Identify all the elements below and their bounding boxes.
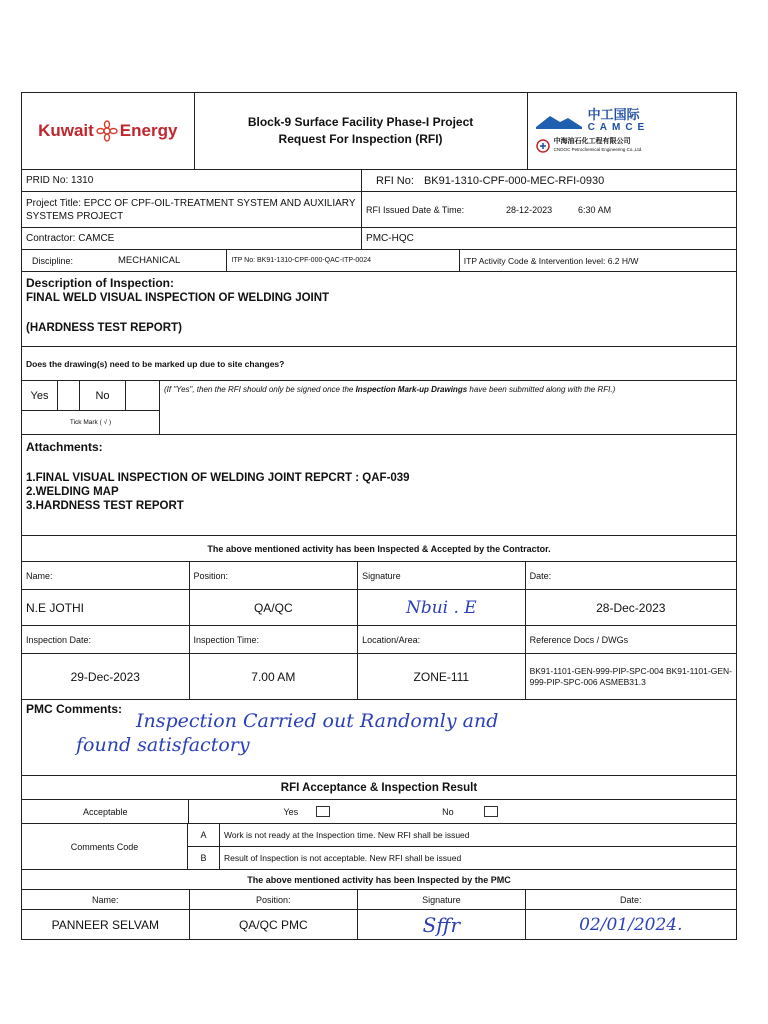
acceptable-label: Acceptable: [22, 800, 189, 823]
camce-cn-name: 中工国际: [587, 107, 640, 122]
markup-yes-box[interactable]: [58, 381, 80, 410]
reference-docs: BK91-1101-GEN-999-PIP-SPC-004 BK91-1101-GEN-999-PIP-SPC-006 ASMEB31.3: [529, 665, 732, 687]
markup-no-box[interactable]: [126, 381, 159, 410]
tick-mark-note: Tick Mark ( √ ): [69, 419, 112, 427]
rfi-issued-time: 6:30 AM: [578, 204, 612, 215]
accept-yes-label: Yes: [283, 806, 299, 817]
contractor-name: N.E JOTHI: [22, 590, 190, 625]
inspection-date: 29-Dec-2023: [22, 654, 190, 699]
pmc-banner: The above mentioned activity has been Inspected by the PMC: [247, 874, 511, 885]
rfi-form: [21, 92, 737, 940]
description-line-1: FINAL WELD VISUAL INSPECTION OF WELDING JOINT: [26, 292, 330, 304]
rfi-no: [362, 170, 736, 191]
markup-note: [160, 381, 736, 434]
description-line-2: (HARDNESS TEST REPORT): [26, 322, 182, 334]
markup-note-c: have been submitted along with the RFI.): [467, 385, 616, 394]
reference-docs-label: Reference Docs / DWGs: [529, 634, 629, 645]
attachments: [22, 435, 736, 535]
attachments-heading: Attachments:: [26, 440, 103, 454]
signature-label: Signature: [358, 562, 526, 589]
camce-logo: [528, 93, 736, 169]
cnooc-cn-name: 中海油石化工程有限公司: [553, 138, 631, 145]
rfi-no-value: BK91-1310-CPF-000-MEC-RFI-0930: [423, 174, 605, 187]
itp-activity: ITP Activity Code & Intervention level: 6.2 H/W: [463, 255, 639, 266]
code-b-letter[interactable]: B: [188, 847, 220, 869]
attachments-row: [21, 435, 737, 536]
camce-en-name: CAMCE: [587, 122, 650, 133]
location: ZONE-111: [358, 654, 526, 699]
description-row: [21, 272, 737, 347]
project-title: Project Title: EPCC OF CPF-OIL-TREATMENT SYSTEM AND AUXILIARY SYSTEMS PROJECT: [22, 192, 362, 227]
prid-row: [21, 170, 737, 192]
markup-answer-row: [21, 381, 737, 435]
camce-mountain-icon: [536, 113, 582, 129]
acceptance-heading-row: [21, 776, 737, 800]
acceptable-options: [189, 800, 736, 823]
inspection-labels-row: [21, 626, 737, 654]
cnooc-en-name: CNOOC Petrochemical Engineering Co.,Ltd.: [553, 147, 643, 152]
attachment-item: 3.HARDNESS TEST REPORT: [26, 500, 184, 512]
location-label: Location/Area:: [358, 626, 526, 653]
discipline-label: Discipline:: [32, 255, 74, 266]
pmc-comments: [22, 700, 736, 775]
pmc-signature: Sffr: [358, 910, 526, 939]
contractor-banner-row: [21, 536, 737, 562]
comments-code-row: [21, 824, 737, 870]
form-header: [21, 92, 737, 170]
description-heading: Description of Inspection:: [26, 276, 175, 290]
position-label: Position:: [190, 562, 359, 589]
discipline: [22, 250, 227, 271]
accept-no-label: No: [442, 806, 454, 817]
rfi-issued-label: RFI Issued Date & Time:: [366, 204, 465, 215]
contractor-banner: The above mentioned activity has been Inspected & Accepted by the Contractor.: [207, 543, 551, 554]
inspection-values-row: [21, 654, 737, 700]
prid-no: PRID No: 1310: [22, 170, 362, 191]
code-b-text: Result of Inspection is not acceptable. New RFI shall be issued: [224, 852, 462, 863]
rfi-issued-date: 28-12-2023: [506, 204, 553, 215]
contractor-position: QA/QC: [190, 590, 359, 625]
pmc-comments-row: [21, 700, 737, 776]
pmc-signature-label: Signature: [358, 890, 526, 909]
attachment-item: 1.FINAL VISUAL INSPECTION OF WELDING JOINT REPCRT : QAF-039: [26, 472, 410, 484]
project-title-line: Block-9 Surface Facility Phase-I Project: [247, 115, 474, 129]
kuwait-energy-logo: Kuwait Energy: [22, 93, 195, 169]
comments-code-options: [188, 824, 736, 869]
pmc-banner-row: [21, 870, 737, 890]
pmc-labels-row: [21, 890, 737, 910]
pmc-values-row: [21, 910, 737, 940]
markup-question: Does the drawing(s) need to be marked up due to site changes?: [26, 358, 285, 369]
markup-note-b: Inspection Mark-up Drawings: [355, 385, 468, 394]
yes-no-block: [22, 381, 160, 434]
description: [22, 272, 736, 346]
pmc-position-label: Position:: [190, 890, 359, 909]
attachment-item: 2.WELDING MAP: [26, 486, 119, 498]
code-a-letter[interactable]: A: [188, 824, 220, 846]
form-title: [195, 93, 528, 169]
rfi-title-line: Request For Inspection (RFI): [278, 132, 443, 146]
inspection-date-label: Inspection Date:: [22, 626, 190, 653]
discipline-row: [21, 250, 737, 272]
contractor-date: 28-Dec-2023: [596, 600, 666, 615]
contractor-row: [21, 228, 737, 250]
code-a-text: Work is not ready at the Inspection time. New RFI shall be issued: [224, 829, 470, 840]
acceptance-heading: RFI Acceptance & Inspection Result: [280, 781, 478, 794]
discipline-value: MECHANICAL: [118, 255, 181, 266]
markup-note-a: (If "Yes", then the RFI should only be signed once the: [164, 385, 356, 394]
pmc-comment-handwritten-1: Inspection Carried out Randomly and: [136, 710, 499, 732]
acceptable-row: [21, 800, 737, 824]
pmc-position: QA/QC PMC: [190, 910, 359, 939]
contractor-values-row: [21, 590, 737, 626]
accept-no-checkbox[interactable]: [484, 806, 498, 817]
markup-question-row: [21, 347, 737, 381]
rfi-no-label: RFI No:: [376, 174, 414, 187]
markup-no-label: No: [80, 381, 126, 410]
comments-code-label: Comments Code: [22, 824, 188, 869]
inspection-time-label: Inspection Time:: [190, 626, 359, 653]
rfi-issued: [362, 192, 736, 227]
pmc-comment-handwritten-2: found satisfactory: [76, 734, 250, 756]
pmc: PMC-HQC: [366, 233, 414, 244]
markup-yes-label: Yes: [22, 381, 58, 410]
contractor-signature: Nbui . E: [358, 590, 526, 625]
accept-yes-checkbox[interactable]: [316, 806, 330, 817]
name-label: Name:: [22, 562, 190, 589]
pmc-name: PANNEER SELVAM: [22, 910, 190, 939]
pmc-name-label: Name:: [22, 890, 190, 909]
flower-icon: [96, 120, 118, 142]
date-label: Date:: [529, 570, 552, 581]
contractor: Contractor: CAMCE: [22, 228, 362, 249]
pmc-date-label: Date:: [620, 894, 642, 905]
pmc-date: 02/01/2024.: [579, 914, 683, 935]
cnooc-icon: [536, 139, 550, 153]
contractor-labels-row: [21, 562, 737, 590]
pmc-comments-heading: PMC Comments:: [26, 702, 123, 716]
inspection-time: 7.00 AM: [190, 654, 359, 699]
itp-no: ITP No: BK91-1310-CPF-000-QAC-ITP-0024: [227, 250, 459, 271]
project-title-row: [21, 192, 737, 228]
